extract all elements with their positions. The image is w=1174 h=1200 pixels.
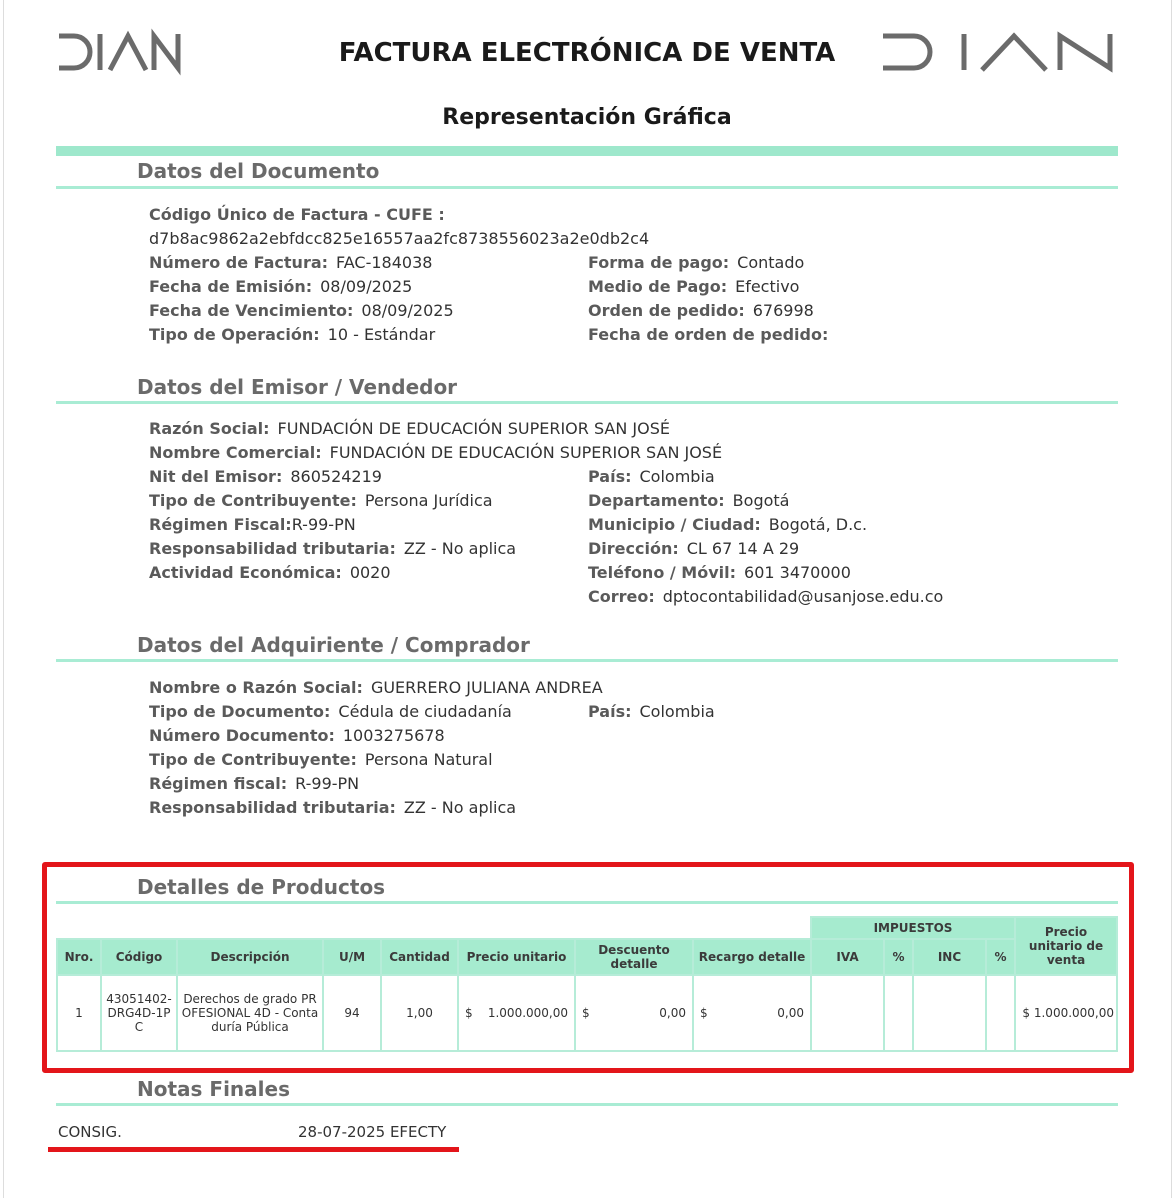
- col-um: U/M: [323, 939, 381, 975]
- cell-precio-venta: $ 1.000.000,00: [1015, 975, 1117, 1051]
- tipo-operacion: Tipo de Operación: 10 - Estándar: [149, 325, 436, 344]
- tipo-contribuyente-comprador: Tipo de Contribuyente: Persona Natural: [149, 750, 493, 769]
- section-divider: [56, 1103, 1118, 1106]
- responsabilidad-comprador: Responsabilidad tributaria: ZZ - No aplica: [149, 798, 517, 817]
- nota-consig: CONSIG.: [58, 1123, 122, 1141]
- col-pct-iva: %: [884, 939, 913, 975]
- impuestos-header: IMPUESTOS: [811, 917, 1015, 939]
- forma-pago: Forma de pago: Contado: [588, 253, 805, 272]
- medio-pago: Medio de Pago: Efectivo: [588, 277, 800, 296]
- numero-factura: Número de Factura: FAC-184038: [149, 253, 433, 272]
- highlight-underline: [48, 1147, 459, 1152]
- fecha-vencimiento: Fecha de Vencimiento: 08/09/2025: [149, 301, 454, 320]
- cell-precio-unitario: $ 1.000.000,00: [458, 975, 575, 1051]
- cell-descuento: $ 0,00: [575, 975, 693, 1051]
- cell-cantidad: 1,00: [381, 975, 458, 1051]
- responsabilidad-tributaria: Responsabilidad tributaria: ZZ - No aplica: [149, 539, 517, 558]
- municipio: Municipio / Ciudad: Bogotá, D.c.: [588, 515, 868, 534]
- col-recargo: Recargo detalle: [693, 939, 811, 975]
- col-descripcion: Descripción: [177, 939, 323, 975]
- razon-social: Razón Social: FUNDACIÓN DE EDUCACIÓN SUPERIOR SAN JOSÉ: [149, 419, 670, 438]
- fecha-orden-pedido: Fecha de orden de pedido:: [588, 325, 829, 344]
- section-title-emisor: Datos del Emisor / Vendedor: [137, 375, 458, 399]
- highlight-box: [42, 862, 1134, 1073]
- correo: Correo: dptocontabilidad@usanjose.edu.co: [588, 587, 944, 606]
- document-title: FACTURA ELECTRÓNICA DE VENTA: [338, 38, 836, 68]
- fecha-emision: Fecha de Emisión: 08/09/2025: [149, 277, 413, 296]
- col-precio-unitario: Precio unitario: [458, 939, 575, 975]
- actividad-economica: Actividad Económica: 0020: [149, 563, 391, 582]
- section-title-productos: Detalles de Productos: [137, 875, 386, 899]
- tipo-documento: Tipo de Documento: Cédula de ciudadanía: [149, 702, 512, 721]
- section-divider: [56, 186, 1118, 189]
- pais-emisor: País: Colombia: [588, 467, 715, 486]
- nit-emisor: Nit del Emisor: 860524219: [149, 467, 382, 486]
- nombre-comercial: Nombre Comercial: FUNDACIÓN DE EDUCACIÓN SUPERIOR SAN JOSÉ: [149, 443, 723, 462]
- cell-recargo: $ 0,00: [693, 975, 811, 1051]
- direccion: Dirección: CL 67 14 A 29: [588, 539, 800, 558]
- numero-documento: Número Documento: 1003275678: [149, 726, 445, 745]
- top-divider: [56, 146, 1118, 156]
- nombre-comprador: Nombre o Razón Social: GUERRERO JULIANA ANDREA: [149, 678, 603, 697]
- col-inc: INC: [913, 939, 986, 975]
- regimen-fiscal-comprador: Régimen fiscal: R-99-PN: [149, 774, 360, 793]
- col-iva: IVA: [811, 939, 884, 975]
- col-precio-venta: Precio unitario de venta: [1015, 917, 1117, 975]
- col-cantidad: Cantidad: [381, 939, 458, 975]
- document-subtitle: Representación Gráfica: [442, 105, 732, 130]
- cell-codigo: 43051402-DRG4D-1PC: [101, 975, 177, 1051]
- col-pct-inc: %: [986, 939, 1015, 975]
- orden-pedido: Orden de pedido: 676998: [588, 301, 814, 320]
- departamento: Departamento: Bogotá: [588, 491, 790, 510]
- col-codigo: Código: [101, 939, 177, 975]
- cufe-value: d7b8ac9862a2ebfdcc825e16557aa2fc8738556023a2e0db2c4: [149, 229, 650, 248]
- cell-descripcion: Derechos de grado PROFESIONAL 4D - Contaduría Pública: [177, 975, 323, 1051]
- section-title-notas: Notas Finales: [137, 1077, 290, 1101]
- cell-um: 94: [323, 975, 381, 1051]
- section-divider: [56, 659, 1118, 662]
- section-divider: [56, 401, 1118, 404]
- regimen-fiscal: Régimen Fiscal:R-99-PN: [149, 515, 356, 534]
- col-descuento: Descuento detalle: [575, 939, 693, 975]
- col-nro: Nro.: [57, 939, 101, 975]
- cufe-label: Código Único de Factura - CUFE :: [149, 205, 445, 224]
- cell-nro: 1: [57, 975, 101, 1051]
- section-title-documento: Datos del Documento: [137, 159, 380, 183]
- section-title-adquiriente: Datos del Adquiriente / Comprador: [137, 633, 530, 657]
- tipo-contribuyente: Tipo de Contribuyente: Persona Jurídica: [149, 491, 493, 510]
- nota-detalle: 28-07-2025 EFECTY: [298, 1123, 447, 1141]
- telefono: Teléfono / Móvil: 601 3470000: [588, 563, 851, 582]
- pais-comprador: País: Colombia: [588, 702, 715, 721]
